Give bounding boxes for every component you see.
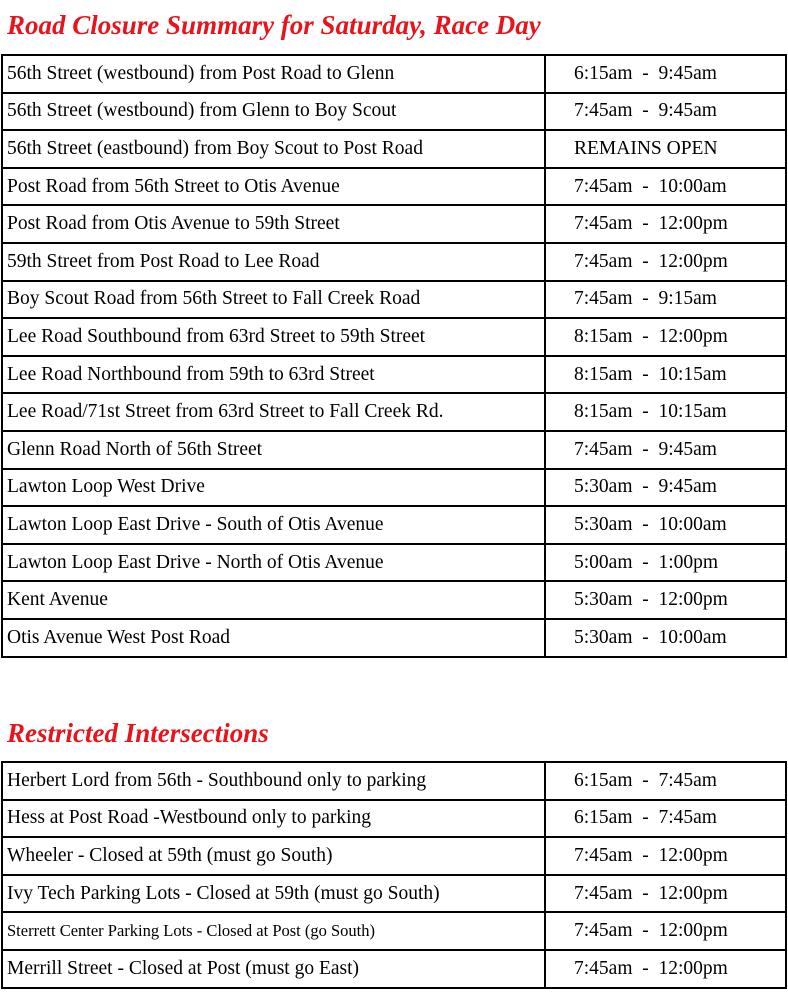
time-cell: 5:30am - 10:00am	[545, 619, 786, 657]
table-row	[2, 431, 786, 469]
location-cell: Lee Road Southbound from 63rd Street to 59th Street	[2, 318, 545, 356]
table-row	[2, 393, 786, 431]
time-cell: 7:45am - 12:00pm	[545, 837, 786, 875]
location-cell: Lawton Loop West Drive	[2, 469, 545, 507]
location-cell: Lee Road/71st Street from 63rd Street to Fall Creek Rd.	[2, 393, 545, 431]
time-cell: 7:45am - 9:15am	[545, 281, 786, 319]
table-row	[2, 837, 786, 875]
table-row	[2, 875, 786, 913]
time-cell: 7:45am - 12:00pm	[545, 205, 786, 243]
time-cell: 5:30am - 10:00am	[545, 506, 786, 544]
time-cell: 8:15am - 10:15am	[545, 393, 786, 431]
time-cell: 7:45am - 9:45am	[545, 93, 786, 131]
restricted-intersections-title: Restricted Intersections	[7, 718, 269, 748]
time-cell: 5:30am - 9:45am	[545, 469, 786, 507]
table-row	[2, 243, 786, 281]
location-cell: Ivy Tech Parking Lots - Closed at 59th (must go South)	[2, 875, 545, 913]
location-cell: Lawton Loop East Drive - South of Otis Avenue	[2, 506, 545, 544]
table-row	[2, 469, 786, 507]
location-cell: 56th Street (westbound) from Glenn to Boy Scout	[2, 93, 545, 131]
table-row	[2, 356, 786, 394]
table-row	[2, 544, 786, 582]
table-row	[2, 318, 786, 356]
road-closure-table	[1, 54, 787, 658]
table-row	[2, 93, 786, 131]
location-cell: Lee Road Northbound from 59th to 63rd Street	[2, 356, 545, 394]
table-row	[2, 912, 786, 950]
location-cell: Glenn Road North of 56th Street	[2, 431, 545, 469]
location-cell: Kent Avenue	[2, 581, 545, 619]
location-cell: Post Road from Otis Avenue to 59th Street	[2, 205, 545, 243]
table-row	[2, 800, 786, 838]
table-row	[2, 55, 786, 93]
time-cell: 6:15am - 7:45am	[545, 762, 786, 800]
time-cell: 7:45am - 12:00pm	[545, 243, 786, 281]
location-cell: 56th Street (eastbound) from Boy Scout to Post Road	[2, 130, 545, 168]
location-cell: Herbert Lord from 56th - Southbound only to parking	[2, 762, 545, 800]
time-cell: 8:15am - 10:15am	[545, 356, 786, 394]
location-cell: Sterrett Center Parking Lots - Closed at Post (go South)	[2, 912, 545, 950]
time-cell: 7:45am - 10:00am	[545, 168, 786, 206]
time-cell: 7:45am - 9:45am	[545, 431, 786, 469]
location-cell: Otis Avenue West Post Road	[2, 619, 545, 657]
table-row	[2, 130, 786, 168]
time-cell: 8:15am - 12:00pm	[545, 318, 786, 356]
time-cell: 6:15am - 7:45am	[545, 800, 786, 838]
table-row	[2, 619, 786, 657]
road-closure-title: Road Closure Summary for Saturday, Race Day	[7, 10, 541, 40]
table-row	[2, 581, 786, 619]
table-row	[2, 168, 786, 206]
location-cell: Lawton Loop East Drive - North of Otis Avenue	[2, 544, 545, 582]
table-row	[2, 205, 786, 243]
location-cell: 56th Street (westbound) from Post Road to Glenn	[2, 55, 545, 93]
location-cell: Wheeler - Closed at 59th (must go South)	[2, 837, 545, 875]
location-cell: Merrill Street - Closed at Post (must go East)	[2, 950, 545, 988]
time-cell: REMAINS OPEN	[545, 130, 786, 168]
time-cell: 7:45am - 12:00pm	[545, 875, 786, 913]
location-cell: Hess at Post Road -Westbound only to parking	[2, 800, 545, 838]
time-cell: 5:30am - 12:00pm	[545, 581, 786, 619]
location-cell: Post Road from 56th Street to Otis Avenue	[2, 168, 545, 206]
table-row	[2, 506, 786, 544]
time-cell: 6:15am - 9:45am	[545, 55, 786, 93]
restricted-intersections-table	[1, 761, 787, 989]
time-cell: 7:45am - 12:00pm	[545, 912, 786, 950]
location-cell: Boy Scout Road from 56th Street to Fall Creek Road	[2, 281, 545, 319]
table-row	[2, 281, 786, 319]
time-cell: 5:00am - 1:00pm	[545, 544, 786, 582]
table-row	[2, 762, 786, 800]
time-cell: 7:45am - 12:00pm	[545, 950, 786, 988]
location-cell: 59th Street from Post Road to Lee Road	[2, 243, 545, 281]
table-row	[2, 950, 786, 988]
